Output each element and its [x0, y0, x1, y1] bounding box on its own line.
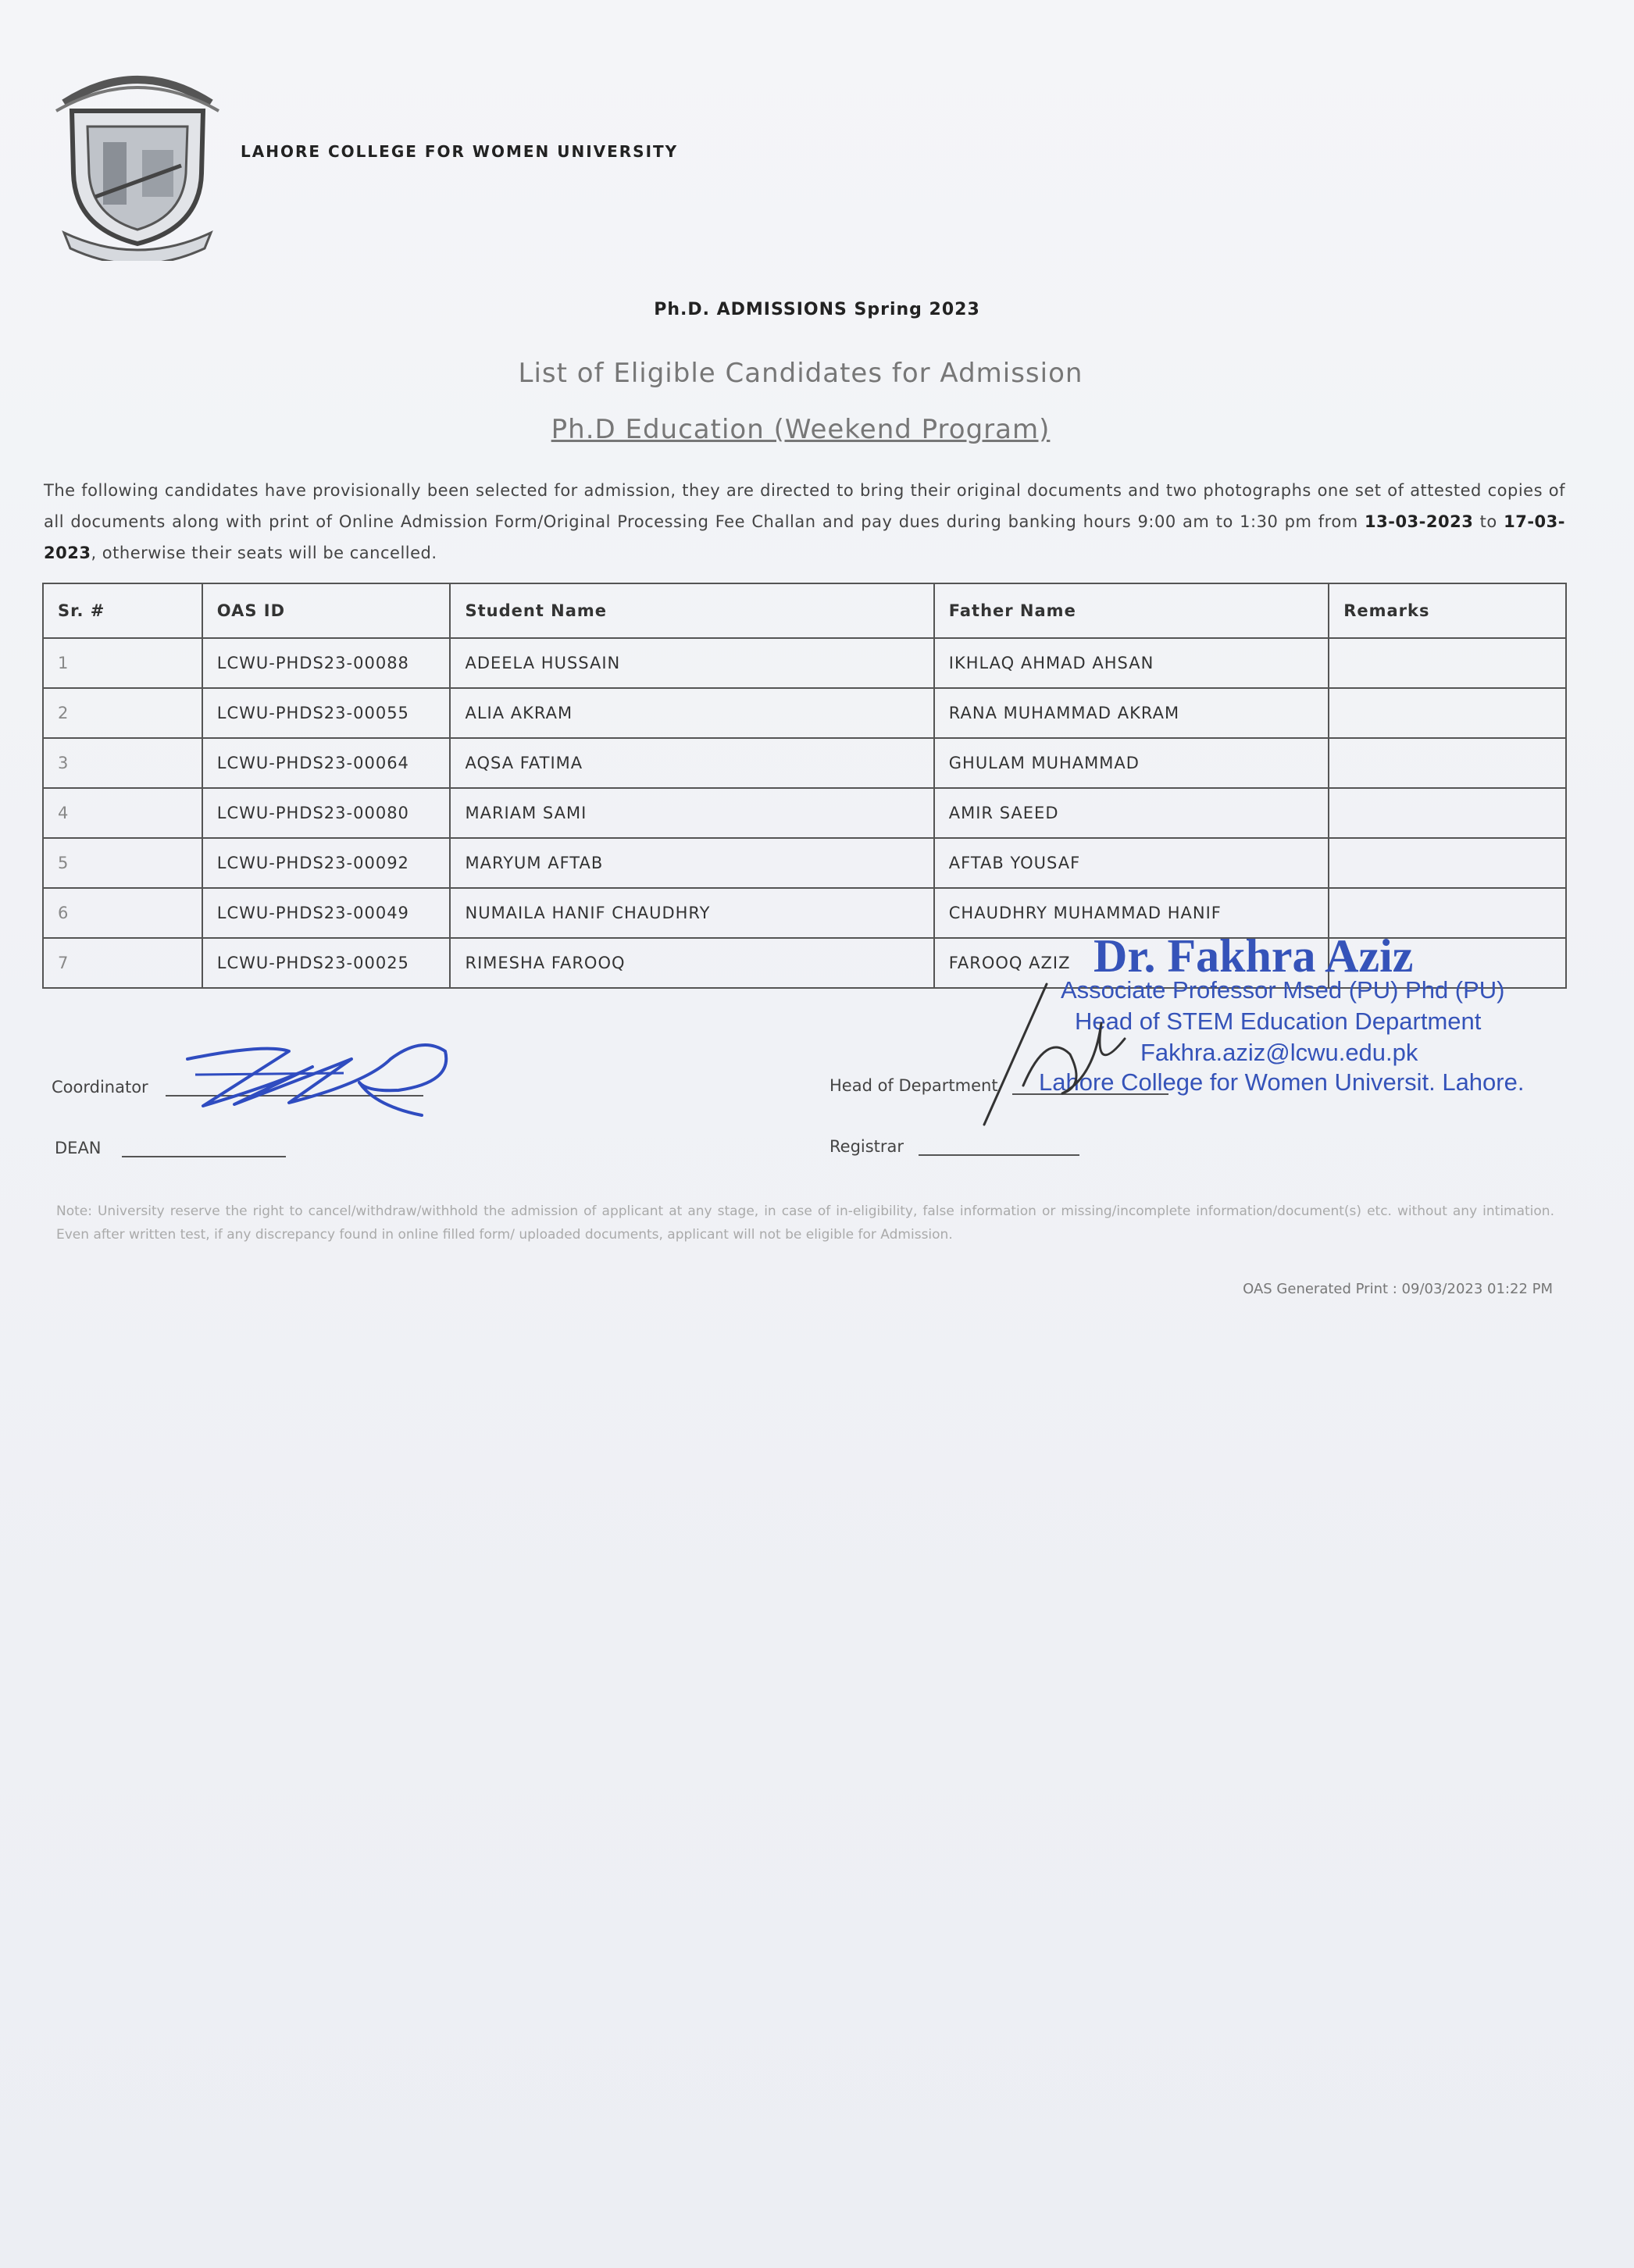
- candidates-table: [42, 583, 1567, 989]
- column-header-father-name: Father Name: [934, 583, 1329, 638]
- intro-text-1: The following candidates have provisionally been selected for admission, they are directed to bring their original documents and two photographs one set of attested copies of all documents along with print of Online Admission Form/Original Processing Fee Challan and pay dues during banking hours 9:00 am to 1:30 pm from: [44, 481, 1565, 531]
- cell-sr: 3: [43, 738, 202, 788]
- cell-student-name: ADEELA HUSSAIN: [450, 638, 933, 688]
- cell-remarks: [1329, 838, 1566, 888]
- cell-oas-id: LCWU-PHDS23-00088: [202, 638, 451, 688]
- column-header-student-name: Student Name: [450, 583, 933, 638]
- cell-oas-id: LCWU-PHDS23-00025: [202, 938, 451, 988]
- cell-father-name: FAROOQ AZIZ: [934, 938, 1329, 988]
- cell-sr: 5: [43, 838, 202, 888]
- cell-remarks: [1329, 638, 1566, 688]
- dean-label: DEAN: [55, 1139, 102, 1157]
- cell-oas-id: LCWU-PHDS23-00092: [202, 838, 451, 888]
- hod-signature: [976, 968, 1133, 1132]
- table-row: [43, 638, 1566, 688]
- intro-paragraph: [44, 475, 1565, 569]
- table-header-row: [43, 583, 1566, 638]
- column-header-remarks: Remarks: [1329, 583, 1566, 638]
- admissions-heading: Ph.D. ADMISSIONS Spring 2023: [654, 300, 980, 319]
- list-title: List of Eligible Candidates for Admission: [518, 358, 1083, 389]
- university-crest-logo: [48, 56, 227, 261]
- stamp-title: Associate Professor Msed (PU) Phd (PU): [1061, 976, 1505, 1004]
- intro-text-3: , otherwise their seats will be cancelled.: [91, 544, 437, 562]
- cell-oas-id: LCWU-PHDS23-00064: [202, 738, 451, 788]
- university-name: LAHORE COLLEGE FOR WOMEN UNIVERSITY: [241, 142, 679, 161]
- cell-student-name: NUMAILA HANIF CHAUDHRY: [450, 888, 933, 938]
- cell-oas-id: LCWU-PHDS23-00055: [202, 688, 451, 738]
- cell-sr: 2: [43, 688, 202, 738]
- stamp-department: Head of STEM Education Department: [1075, 1007, 1482, 1035]
- dean-signature-line: [122, 1156, 286, 1157]
- cell-remarks: [1329, 788, 1566, 838]
- cell-student-name: AQSA FATIMA: [450, 738, 933, 788]
- column-header-oas-id: OAS ID: [202, 583, 451, 638]
- date-to: 17-03-2023: [44, 512, 1565, 562]
- date-from: 13-03-2023: [1365, 512, 1474, 531]
- cell-sr: 1: [43, 638, 202, 688]
- stamp-institution: Lahore College for Women Universit. Lahore.: [1039, 1068, 1525, 1096]
- table-row: [43, 738, 1566, 788]
- coordinator-signature: [172, 1028, 461, 1122]
- cell-father-name: IKHLAQ AHMAD AHSAN: [934, 638, 1329, 688]
- cell-student-name: MARIAM SAMI: [450, 788, 933, 838]
- registrar-signature-line: [919, 1154, 1079, 1156]
- stamp-email: Fakhra.aziz@lcwu.edu.pk: [1140, 1039, 1418, 1066]
- cell-father-name: RANA MUHAMMAD AKRAM: [934, 688, 1329, 738]
- cell-father-name: CHAUDHRY MUHAMMAD HANIF: [934, 888, 1329, 938]
- table-row: [43, 788, 1566, 838]
- cell-oas-id: LCWU-PHDS23-00049: [202, 888, 451, 938]
- cell-sr: 7: [43, 938, 202, 988]
- cell-father-name: GHULAM MUHAMMAD: [934, 738, 1329, 788]
- cell-student-name: ALIA AKRAM: [450, 688, 933, 738]
- cell-oas-id: LCWU-PHDS23-00080: [202, 788, 451, 838]
- cell-student-name: RIMESHA FAROOQ: [450, 938, 933, 988]
- cell-remarks: [1329, 688, 1566, 738]
- cell-sr: 6: [43, 888, 202, 938]
- column-header-sr: Sr. #: [43, 583, 202, 638]
- stamp-name: Dr. Fakhra Aziz: [1093, 930, 1414, 982]
- table-row: [43, 688, 1566, 738]
- head-of-department-label: Head of Department: [829, 1076, 998, 1095]
- intro-text-2: to: [1473, 512, 1504, 531]
- program-title: Ph.D Education (Weekend Program): [551, 414, 1051, 445]
- coordinator-label: Coordinator: [52, 1078, 148, 1097]
- cell-student-name: MARYUM AFTAB: [450, 838, 933, 888]
- disclaimer-note: Note: University reserve the right to cancel/withdraw/withhold the admission of applicant at any stage, in case of in-eligibility, false information or missing/incomplete information/document(s) etc. without any intimation. Even after written test, if any discrepancy found in online filled form/ uploaded documents, applicant will not be eligible for Admission.: [56, 1204, 1554, 1243]
- cell-remarks: [1329, 738, 1566, 788]
- table-row: [43, 838, 1566, 888]
- registrar-label: Registrar: [829, 1137, 904, 1156]
- cell-father-name: AMIR SAEED: [934, 788, 1329, 838]
- oas-generated-print: OAS Generated Print : 09/03/2023 01:22 PM: [1243, 1281, 1553, 1297]
- cell-sr: 4: [43, 788, 202, 838]
- cell-father-name: AFTAB YOUSAF: [934, 838, 1329, 888]
